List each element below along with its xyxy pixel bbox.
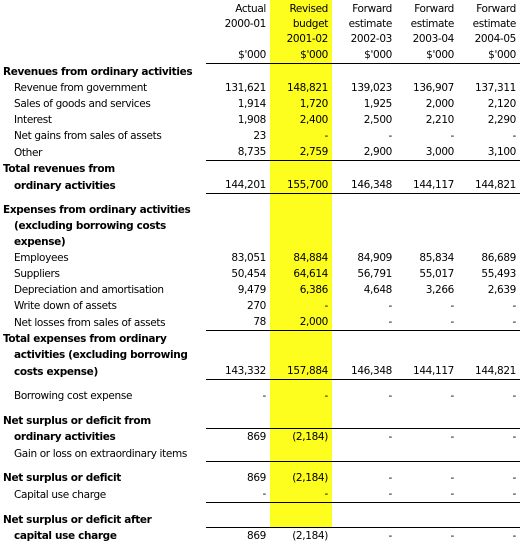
value-cell — [396, 161, 458, 178]
header-cell: Revised — [270, 2, 332, 17]
header-cell: 2001-02 — [270, 32, 332, 47]
value-cell: 2,210 — [396, 112, 458, 128]
table-row — [0, 388, 520, 404]
row-label: Depreciation and amortisation — [0, 282, 206, 298]
value-cell: 2,500 — [332, 112, 396, 128]
row-label — [0, 462, 206, 471]
table-row — [0, 486, 520, 503]
value-cell — [396, 511, 458, 528]
value-cell — [270, 218, 332, 234]
row-label — [0, 194, 206, 203]
header-cell: $'000 — [458, 47, 520, 64]
value-cell — [270, 331, 332, 348]
financial-table — [0, 2, 520, 544]
table-row — [0, 161, 520, 178]
value-cell — [270, 161, 332, 178]
table-row — [0, 64, 520, 81]
value-cell — [396, 347, 458, 363]
value-cell: 1,908 — [206, 112, 270, 128]
row-label: Expenses from ordinary activities — [0, 202, 206, 218]
value-cell — [332, 404, 396, 412]
value-cell — [396, 445, 458, 462]
value-cell — [458, 161, 520, 178]
value-cell — [458, 64, 520, 81]
value-cell: 157,884 — [270, 363, 332, 380]
value-cell: 1,914 — [206, 96, 270, 112]
value-cell: 86,689 — [458, 250, 520, 266]
header-cell: 2002-03 — [332, 32, 396, 47]
header-cell: $'000 — [396, 47, 458, 64]
value-cell: 2,759 — [270, 144, 332, 161]
value-cell: 144,201 — [206, 177, 270, 194]
value-cell: 144,117 — [396, 363, 458, 380]
row-label: Gain or loss on extraordinary items — [0, 445, 206, 462]
value-cell — [270, 445, 332, 462]
table-row — [0, 528, 520, 544]
value-cell — [206, 161, 270, 178]
row-label: Other — [0, 144, 206, 161]
value-cell: 270 — [206, 298, 270, 314]
value-cell: - — [206, 388, 270, 404]
value-cell: 84,909 — [332, 250, 396, 266]
value-cell: 1,925 — [332, 96, 396, 112]
header-label-cell — [0, 17, 206, 32]
value-cell — [458, 347, 520, 363]
value-cell: - — [458, 470, 520, 486]
value-cell: - — [396, 314, 458, 331]
row-label: activities (excluding borrowing — [0, 347, 206, 363]
value-cell: - — [332, 388, 396, 404]
value-cell — [206, 511, 270, 528]
value-cell: (2,184) — [270, 470, 332, 486]
value-cell — [270, 194, 332, 203]
value-cell: 144,821 — [458, 363, 520, 380]
value-cell: - — [396, 298, 458, 314]
table-row — [0, 412, 520, 429]
value-cell — [396, 194, 458, 203]
value-cell — [270, 404, 332, 412]
row-label: (excluding borrowing costs — [0, 218, 206, 234]
value-cell — [396, 202, 458, 218]
value-cell — [396, 380, 458, 389]
row-label: Total revenues from — [0, 161, 206, 178]
value-cell: - — [458, 314, 520, 331]
header-row — [0, 2, 520, 17]
value-cell: 2,290 — [458, 112, 520, 128]
header-cell: budget — [270, 17, 332, 32]
value-cell — [332, 503, 396, 512]
table-row — [0, 266, 520, 282]
header-label-cell — [0, 32, 206, 47]
value-cell — [458, 412, 520, 429]
value-cell: 83,051 — [206, 250, 270, 266]
row-label: Net surplus or deficit from — [0, 412, 206, 429]
header-cell — [206, 32, 270, 47]
value-cell — [270, 64, 332, 81]
spacer-row — [0, 194, 520, 203]
header-cell: $'000 — [206, 47, 270, 64]
row-label: Net gains from sales of assets — [0, 128, 206, 144]
value-cell: 23 — [206, 128, 270, 144]
row-label: ordinary activities — [0, 177, 206, 194]
row-label: expense) — [0, 234, 206, 250]
value-cell: 3,000 — [396, 144, 458, 161]
value-cell: - — [270, 128, 332, 144]
value-cell: 2,120 — [458, 96, 520, 112]
value-cell — [332, 194, 396, 203]
value-cell: - — [458, 486, 520, 503]
value-cell: - — [458, 298, 520, 314]
table-row — [0, 96, 520, 112]
table-row — [0, 429, 520, 446]
row-label: Net surplus or deficit — [0, 470, 206, 486]
value-cell: 131,621 — [206, 80, 270, 96]
value-cell — [206, 194, 270, 203]
value-cell — [396, 404, 458, 412]
table-row — [0, 363, 520, 380]
value-cell — [458, 331, 520, 348]
value-cell — [206, 404, 270, 412]
value-cell — [332, 202, 396, 218]
row-label: Suppliers — [0, 266, 206, 282]
header-cell: estimate — [396, 17, 458, 32]
table-row — [0, 218, 520, 234]
value-cell: 2,000 — [396, 96, 458, 112]
value-cell — [332, 234, 396, 250]
header-cell: $'000 — [332, 47, 396, 64]
value-cell — [270, 347, 332, 363]
spacer-row — [0, 380, 520, 389]
value-cell: 50,454 — [206, 266, 270, 282]
value-cell: 3,266 — [396, 282, 458, 298]
value-cell: 55,493 — [458, 266, 520, 282]
value-cell — [270, 462, 332, 471]
value-cell — [206, 380, 270, 389]
value-cell — [206, 462, 270, 471]
row-label: costs expense) — [0, 363, 206, 380]
value-cell: - — [206, 486, 270, 503]
value-cell — [458, 462, 520, 471]
value-cell: 9,479 — [206, 282, 270, 298]
row-label: ordinary activities — [0, 429, 206, 446]
value-cell — [206, 445, 270, 462]
row-label: Employees — [0, 250, 206, 266]
value-cell — [206, 64, 270, 81]
value-cell: 144,821 — [458, 177, 520, 194]
value-cell — [206, 412, 270, 429]
value-cell: - — [332, 429, 396, 446]
value-cell: 146,348 — [332, 177, 396, 194]
table-row — [0, 470, 520, 486]
value-cell: - — [332, 298, 396, 314]
value-cell: - — [396, 429, 458, 446]
value-cell — [332, 412, 396, 429]
table-row — [0, 144, 520, 161]
value-cell: 6,386 — [270, 282, 332, 298]
row-label: Net surplus or deficit after — [0, 511, 206, 528]
value-cell: 139,023 — [332, 80, 396, 96]
value-cell: 146,348 — [332, 363, 396, 380]
value-cell: 1,720 — [270, 96, 332, 112]
row-label — [0, 404, 206, 412]
value-cell — [458, 511, 520, 528]
value-cell: 869 — [206, 528, 270, 544]
header-cell: 2004-05 — [458, 32, 520, 47]
value-cell — [396, 331, 458, 348]
value-cell: - — [270, 298, 332, 314]
value-cell — [396, 218, 458, 234]
table-row — [0, 282, 520, 298]
table-row — [0, 314, 520, 331]
header-label-cell — [0, 2, 206, 17]
value-cell — [458, 202, 520, 218]
value-cell — [396, 412, 458, 429]
value-cell: 148,821 — [270, 80, 332, 96]
value-cell: - — [396, 528, 458, 544]
table-row — [0, 250, 520, 266]
value-cell — [206, 503, 270, 512]
table-row — [0, 80, 520, 96]
value-cell: - — [332, 528, 396, 544]
value-cell: - — [332, 486, 396, 503]
header-cell: $'000 — [270, 47, 332, 64]
value-cell — [206, 218, 270, 234]
value-cell — [206, 234, 270, 250]
value-cell: - — [396, 486, 458, 503]
value-cell: - — [332, 314, 396, 331]
spacer-row — [0, 404, 520, 412]
value-cell: - — [396, 128, 458, 144]
header-cell: 2003-04 — [396, 32, 458, 47]
value-cell: - — [270, 388, 332, 404]
row-label: Interest — [0, 112, 206, 128]
value-cell: - — [396, 388, 458, 404]
row-label: Net losses from sales of assets — [0, 314, 206, 331]
value-cell: - — [458, 128, 520, 144]
value-cell — [458, 503, 520, 512]
value-cell: 155,700 — [270, 177, 332, 194]
value-cell — [458, 445, 520, 462]
value-cell: - — [458, 528, 520, 544]
value-cell: 3,100 — [458, 144, 520, 161]
value-cell — [458, 194, 520, 203]
value-cell — [332, 64, 396, 81]
table-row — [0, 112, 520, 128]
row-label: Total expenses from ordinary — [0, 331, 206, 348]
value-cell: (2,184) — [270, 429, 332, 446]
value-cell: - — [332, 470, 396, 486]
value-cell: 4,648 — [332, 282, 396, 298]
header-row — [0, 47, 520, 64]
value-cell: 869 — [206, 429, 270, 446]
value-cell — [206, 202, 270, 218]
value-cell: 143,332 — [206, 363, 270, 380]
value-cell — [458, 380, 520, 389]
value-cell — [332, 218, 396, 234]
value-cell — [332, 445, 396, 462]
value-cell — [458, 218, 520, 234]
value-cell: 2,900 — [332, 144, 396, 161]
value-cell: 2,000 — [270, 314, 332, 331]
spacer-row — [0, 503, 520, 512]
value-cell: 2,400 — [270, 112, 332, 128]
value-cell — [332, 161, 396, 178]
value-cell: 78 — [206, 314, 270, 331]
value-cell: (2,184) — [270, 528, 332, 544]
row-label: Sales of goods and services — [0, 96, 206, 112]
financial-table-body — [0, 2, 520, 544]
value-cell — [332, 511, 396, 528]
table-row — [0, 234, 520, 250]
value-cell — [270, 503, 332, 512]
row-label — [0, 380, 206, 389]
value-cell: - — [396, 470, 458, 486]
value-cell — [206, 331, 270, 348]
value-cell: 137,311 — [458, 80, 520, 96]
value-cell — [396, 462, 458, 471]
value-cell: 85,834 — [396, 250, 458, 266]
table-row — [0, 511, 520, 528]
value-cell: 2,639 — [458, 282, 520, 298]
value-cell — [332, 331, 396, 348]
spacer-row — [0, 462, 520, 471]
value-cell — [270, 234, 332, 250]
table-row — [0, 202, 520, 218]
value-cell: 869 — [206, 470, 270, 486]
row-label: Capital use charge — [0, 486, 206, 503]
header-cell: Actual — [206, 2, 270, 17]
value-cell: 84,884 — [270, 250, 332, 266]
row-label — [0, 503, 206, 512]
value-cell: - — [458, 388, 520, 404]
value-cell — [270, 202, 332, 218]
row-label: Revenues from ordinary activities — [0, 64, 206, 81]
header-cell: estimate — [332, 17, 396, 32]
value-cell: 55,017 — [396, 266, 458, 282]
header-row — [0, 17, 520, 32]
row-label: capital use charge — [0, 528, 206, 544]
header-cell: 2000-01 — [206, 17, 270, 32]
header-label-cell — [0, 47, 206, 64]
value-cell — [332, 347, 396, 363]
value-cell: 8,735 — [206, 144, 270, 161]
table-row — [0, 177, 520, 194]
value-cell: 64,614 — [270, 266, 332, 282]
header-cell: Forward — [396, 2, 458, 17]
table-row — [0, 445, 520, 462]
value-cell — [396, 503, 458, 512]
value-cell — [332, 462, 396, 471]
header-cell: Forward — [458, 2, 520, 17]
table-row — [0, 128, 520, 144]
value-cell: - — [332, 128, 396, 144]
value-cell — [270, 511, 332, 528]
value-cell — [458, 234, 520, 250]
value-cell — [270, 412, 332, 429]
value-cell — [206, 347, 270, 363]
table-row — [0, 347, 520, 363]
row-label: Borrowing cost expense — [0, 388, 206, 404]
table-row — [0, 331, 520, 348]
table-row — [0, 298, 520, 314]
value-cell — [458, 404, 520, 412]
value-cell — [332, 380, 396, 389]
value-cell — [270, 380, 332, 389]
value-cell: 136,907 — [396, 80, 458, 96]
row-label: Revenue from government — [0, 80, 206, 96]
value-cell: - — [458, 429, 520, 446]
header-row — [0, 32, 520, 47]
value-cell: - — [270, 486, 332, 503]
value-cell: 144,117 — [396, 177, 458, 194]
value-cell — [396, 234, 458, 250]
value-cell: 56,791 — [332, 266, 396, 282]
value-cell — [396, 64, 458, 81]
header-cell: estimate — [458, 17, 520, 32]
header-cell: Forward — [332, 2, 396, 17]
row-label: Write down of assets — [0, 298, 206, 314]
